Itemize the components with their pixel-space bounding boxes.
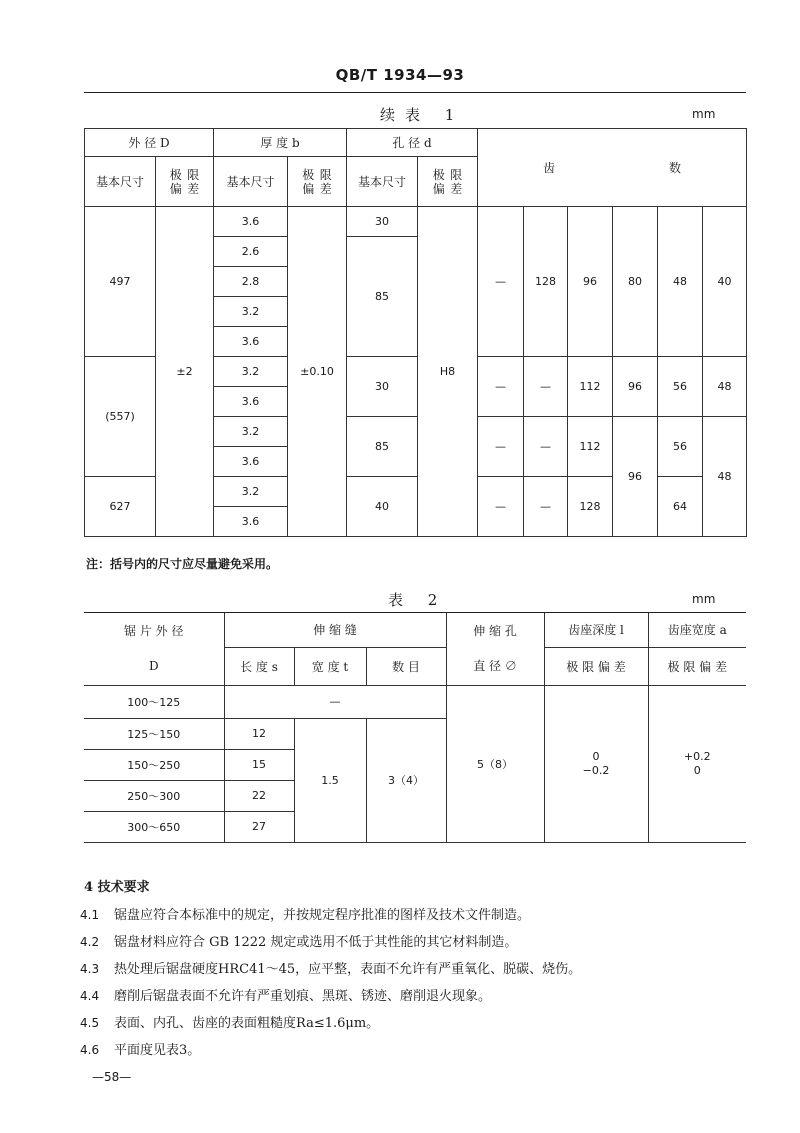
cell-b: 2.8 bbox=[214, 267, 288, 297]
cell-teeth: 56 bbox=[658, 417, 703, 477]
th-ld-b-1: 极 偏 bbox=[302, 167, 315, 196]
cell-d-627: 627 bbox=[85, 477, 156, 537]
th-basic-size-h: 基本尺寸 bbox=[347, 157, 418, 207]
cell-s: 12 bbox=[224, 718, 294, 749]
cell-range: 300～650 bbox=[84, 811, 224, 842]
cell-b: 3.6 bbox=[214, 387, 288, 417]
th-seat-width: 齿座宽度 a bbox=[648, 613, 746, 647]
cell-teeth: 40 bbox=[703, 207, 747, 357]
th-hole-dia: 孔 径 d bbox=[347, 129, 478, 157]
cell-teeth: — bbox=[524, 357, 568, 417]
cell-b: 3.6 bbox=[214, 507, 288, 537]
cell-teeth: 112 bbox=[568, 417, 613, 477]
cell-b: 3.2 bbox=[214, 417, 288, 447]
table2 bbox=[84, 613, 746, 843]
cell-t-merged: 1.5 bbox=[294, 718, 366, 842]
table2-unit: mm bbox=[692, 592, 716, 606]
table1-unit: mm bbox=[692, 107, 716, 121]
cell-depth-dev bbox=[544, 685, 648, 842]
cell-b: 3.6 bbox=[214, 207, 288, 237]
cell-b: 2.6 bbox=[214, 237, 288, 267]
cell-teeth: 128 bbox=[568, 477, 613, 537]
cell-hole: 85 bbox=[347, 417, 418, 477]
table1 bbox=[84, 128, 747, 537]
cell-range: 100～125 bbox=[84, 685, 224, 718]
cell-d-557: (557) bbox=[85, 357, 156, 477]
th-hole-dia: 直 径 ∅ bbox=[446, 647, 544, 685]
th-exp-joint: 伸 缩 缝 bbox=[224, 613, 446, 647]
th-limit-dev-h bbox=[418, 157, 478, 207]
cell-teeth: 96 bbox=[613, 417, 658, 537]
cell-b: 3.2 bbox=[214, 477, 288, 507]
cell-d-tol: ±2 bbox=[156, 207, 214, 537]
req-num: 4.5 bbox=[80, 1016, 100, 1030]
req-num: 4.6 bbox=[80, 1043, 100, 1057]
th-teeth bbox=[478, 129, 747, 207]
cell-d-497: 497 bbox=[85, 207, 156, 357]
cell-hole: 85 bbox=[347, 237, 418, 357]
th-exp-hole: 伸 缩 孔 bbox=[446, 613, 544, 647]
cell-b-tol: ±0.10 bbox=[288, 207, 347, 537]
cell-teeth: 64 bbox=[658, 477, 703, 537]
cell-hole-tol: H8 bbox=[418, 207, 478, 537]
cell-teeth: 96 bbox=[613, 357, 658, 417]
cell-teeth: 80 bbox=[613, 207, 658, 357]
cell-teeth: — bbox=[524, 477, 568, 537]
req-item bbox=[80, 985, 491, 1004]
cell-teeth: 96 bbox=[568, 207, 613, 357]
th-basic-size-d: 基本尺寸 bbox=[85, 157, 156, 207]
cell-b: 3.6 bbox=[214, 327, 288, 357]
cell-b: 3.6 bbox=[214, 447, 288, 477]
th-length-s: 长 度 s bbox=[224, 647, 294, 685]
cell-range: 150～250 bbox=[84, 749, 224, 780]
cell-hole: 30 bbox=[347, 357, 418, 417]
cell-b: 3.2 bbox=[214, 297, 288, 327]
req-text: 磨削后锯盘表面不允许有严重划痕、黑斑、锈迹、磨削退火现象。 bbox=[114, 989, 492, 1004]
table2-title: 表 2 bbox=[388, 591, 448, 609]
cell-range: 250～300 bbox=[84, 780, 224, 811]
th-count: 数 目 bbox=[366, 647, 446, 685]
cell-s: 15 bbox=[224, 749, 294, 780]
standard-number: QB/T 1934—93 bbox=[335, 66, 465, 84]
req-item bbox=[80, 931, 517, 950]
cell-teeth: 128 bbox=[524, 207, 568, 357]
th-ld-b-2: 限 差 bbox=[319, 167, 332, 196]
cell-range: 125～150 bbox=[84, 718, 224, 749]
th-limit-dev-b bbox=[288, 157, 347, 207]
th-thickness: 厚 度 b bbox=[214, 129, 347, 157]
cell-width-dev bbox=[648, 685, 746, 842]
cell-teeth: 48 bbox=[658, 207, 703, 357]
th-ld-d-1: 极 偏 bbox=[169, 167, 182, 196]
th-ld-h-2: 限 差 bbox=[450, 167, 463, 196]
width-lower: 0 bbox=[693, 763, 701, 777]
req-text: 锯盘应符合本标准中的规定，并按规定程序批准的图样及技术文件制造。 bbox=[114, 908, 531, 923]
th-limit-dev-d bbox=[156, 157, 214, 207]
section-title: 4 技术要求 bbox=[84, 880, 150, 895]
header-rule bbox=[84, 92, 746, 93]
cell-teeth: 56 bbox=[658, 357, 703, 417]
cell-teeth: 48 bbox=[703, 417, 747, 537]
th-blade-d: D bbox=[84, 647, 224, 685]
cell-teeth: — bbox=[478, 417, 524, 477]
th-ld-d-2: 限 差 bbox=[187, 167, 200, 196]
req-num: 4.2 bbox=[80, 935, 100, 949]
depth-lower: −0.2 bbox=[582, 763, 610, 777]
cell-teeth: — bbox=[478, 477, 524, 537]
cell-s-dash: — bbox=[224, 685, 446, 718]
table1-title: 续表 1 bbox=[380, 106, 465, 124]
req-text: 表面、内孔、齿座的表面粗糙度Ra≤1.6μm。 bbox=[114, 1016, 380, 1031]
th-blade-outer: 锯 片 外 径 bbox=[84, 613, 224, 647]
cell-teeth: — bbox=[478, 357, 524, 417]
cell-s: 22 bbox=[224, 780, 294, 811]
cell-count-merged: 3（4） bbox=[366, 718, 446, 842]
cell-b: 3.2 bbox=[214, 357, 288, 387]
width-upper: +0.2 bbox=[683, 749, 711, 763]
req-text: 锯盘材料应符合 GB 1222 规定或选用不低于其性能的其它材料制造。 bbox=[114, 935, 518, 950]
cell-teeth: 48 bbox=[703, 357, 747, 417]
req-text: 平面度见表3。 bbox=[114, 1043, 201, 1058]
req-item bbox=[80, 958, 581, 977]
cell-teeth: 112 bbox=[568, 357, 613, 417]
th-depth-dev: 极 限 偏 差 bbox=[544, 647, 648, 685]
th-teeth-a: 齿 bbox=[543, 161, 556, 175]
req-text: 热处理后锯盘硬度HRC41～45，应平整，表面不允许有严重氧化、脱碳、烧伤。 bbox=[114, 962, 582, 977]
req-item bbox=[80, 1012, 379, 1031]
cell-hole: 30 bbox=[347, 207, 418, 237]
cell-s: 27 bbox=[224, 811, 294, 842]
th-seat-depth: 齿座深度 l bbox=[544, 613, 648, 647]
cell-hole: 40 bbox=[347, 477, 418, 537]
req-num: 4.1 bbox=[80, 908, 100, 922]
th-width-t: 宽 度 t bbox=[294, 647, 366, 685]
req-item bbox=[80, 1039, 200, 1058]
th-ld-h-1: 极 偏 bbox=[432, 167, 445, 196]
table1-note: 注：括号内的尺寸应尽量避免采用。 bbox=[86, 557, 279, 571]
req-num: 4.3 bbox=[80, 962, 100, 976]
req-num: 4.4 bbox=[80, 989, 100, 1003]
page-number: —58— bbox=[92, 1070, 132, 1084]
th-outer-dia: 外 径 D bbox=[85, 129, 214, 157]
req-item bbox=[80, 904, 530, 923]
cell-teeth: — bbox=[524, 417, 568, 477]
th-width-dev: 极 限 偏 差 bbox=[648, 647, 746, 685]
cell-teeth: — bbox=[478, 207, 524, 357]
th-teeth-b: 数 bbox=[668, 161, 681, 175]
depth-upper: 0 bbox=[592, 749, 600, 763]
cell-hole-merged: 5（8） bbox=[446, 685, 544, 842]
th-basic-size-b: 基本尺寸 bbox=[214, 157, 288, 207]
